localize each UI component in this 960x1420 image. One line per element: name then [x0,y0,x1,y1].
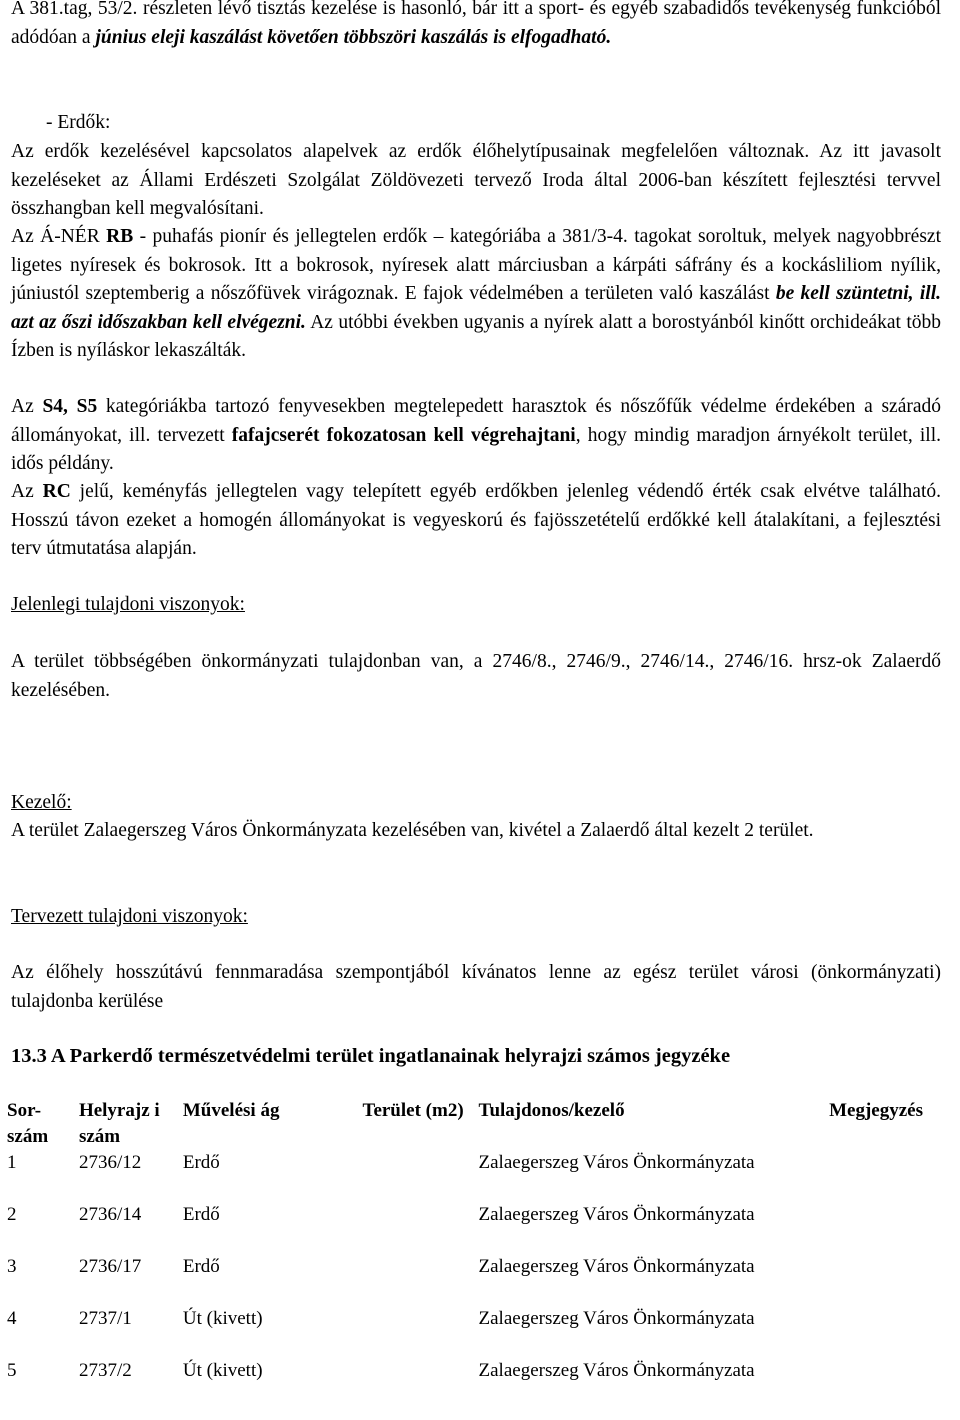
cell-owner: Zalaegerszeg Város Önkormányzata [478,1360,755,1381]
col-header-owner: Tulajdonos/kezelő [478,1100,625,1121]
cell-owner: Zalaegerszeg Város Önkormányzata [478,1152,755,1173]
planned-text-body: Az élőhely hosszútávú fennmaradása szempontjából kívánatos lenne az egész terület városi (önkormányzati) tulajdonba kerülése [11,962,941,1012]
forests-intro-text: Az erdők kezelésével kapcsolatos alapelvek az erdők élőhelytípusainak megfelelően változnak. Az itt javasolt kezeléseket az Állami Erdészeti Szolgálat Zöldövezeti tervező Iroda által 2006-ban készített fejlesztési tervvel összhangban kell megvalósítani. [11,141,941,219]
rb-emphasis: be kell szüntetni, ill. azt az őszi időszakban kell elvégezni. [11,283,941,333]
table-row [3,1254,960,1306]
table-row [3,1150,960,1202]
cell-parcel: 2737/1 [78,1308,132,1329]
planned-text [11,959,941,1016]
planned-heading [11,903,248,932]
cell-area [352,1202,475,1254]
parcel-table [3,1098,960,1410]
table-row [3,1306,960,1358]
manager-heading [11,789,72,818]
cell-owner: Zalaegerszeg Város Önkormányzata [478,1204,755,1225]
cell-parcel: 2736/14 [78,1204,142,1225]
forests-rb-paragraph [11,223,941,366]
rc-text-a: Az [11,481,43,502]
clearing-mowing-emphasis: június eleji kaszálást követően többszöri kaszálás is elfogadható. [95,26,612,48]
paragraph-clearing [11,0,941,52]
col-header-parcel: Helyrajz i szám [78,1100,160,1147]
col-header-note: Megjegyzés [829,1100,923,1121]
cell-note [792,1202,960,1254]
cell-number: 4 [7,1308,17,1329]
cell-parcel: 2736/17 [78,1256,142,1277]
manager-heading-text: Kezelő: [11,792,72,813]
cell-area [352,1150,475,1202]
manager-text [11,817,941,846]
cell-owner: Zalaegerszeg Város Önkormányzata [478,1256,755,1277]
cell-note [792,1150,960,1202]
cell-parcel: 2737/2 [78,1360,132,1381]
cell-note [792,1254,960,1306]
cell-number: 2 [7,1204,17,1225]
s-codes: S4, S5 [42,396,98,417]
col-header-number: Sor-szám [7,1100,49,1147]
ownership-text-body: A terület többségében önkormányzati tulajdonban van, a 2746/8., 2746/9., 2746/14., 2746/16. hrsz-ok Zalaerdő kezelésében. [11,651,941,701]
cell-area [352,1358,475,1410]
planned-heading-text: Tervezett tulajdoni viszonyok: [11,906,248,927]
manager-text-body: A terület Zalaegerszeg Város Önkormányzata kezelésében van, kivétel a Zalaerdő által kezelt 2 terület. [11,820,814,841]
cell-land-use: Erdő [182,1204,220,1225]
cell-land-use: Út (kivett) [182,1360,263,1381]
rc-code: RC [42,481,71,502]
cell-parcel: 2736/12 [78,1152,142,1173]
table-header-row [3,1098,960,1150]
forests-heading [46,109,246,138]
col-header-area: Terület (m2) [362,1100,464,1121]
col-header-land-use: Művelési ág [182,1100,280,1121]
ownership-heading [11,591,245,620]
s-text-c: kategóriákba tartozó fenyvesekben megtelepedett harasztok és nőszőfűk védelme érdekében a száradó állományokat, ill. tervezett [11,396,941,446]
rb-code: RB [106,226,134,247]
forests-intro [11,138,941,224]
s-text-a: Az [11,396,43,417]
ownership-text [11,648,941,705]
cell-number: 1 [7,1152,17,1173]
rb-text-a: Az Á-NÉR [11,226,107,247]
s-text-e: , hogy mindig maradjon árnyékolt terület, ill. idős példány. [11,424,942,474]
cell-land-use: Út (kivett) [182,1308,263,1329]
clearing-text: A 381.tag, 53/2. részleten lévő tisztás kezelése is hasonló, bár itt a sport- és egyéb szabadidős tevékenység funkcióból adódóan a [11,0,941,48]
rb-text-e: Az utóbbi években ugyanis a nyírek alatt a borostyánból kinőtt orchideákat több Ízben is nyíláskor lekaszálták. [11,311,941,361]
table-row [3,1202,960,1254]
cell-note [792,1306,960,1358]
s-emphasis: fafajcserét fokozatosan kell végrehajtani [231,424,576,446]
section-title-text: 13.3 A Parkerdő természetvédelmi terület ingatlanainak helyrajzi számos jegyzéke [11,1045,731,1067]
cell-land-use: Erdő [182,1152,220,1173]
forests-s-paragraph [11,393,941,479]
cell-note [792,1358,960,1410]
rb-text-c: - puhafás pionír és jellegtelen erdők – kategóriába a 381/3-4. tagokat soroltuk, melyek nagyobbrészt ligetes nyíresek és bokrosok. Itt a bokrosok, nyíresek alatt márciusban a kárpáti sáfrány és a kockásliliom nyílik, júniustól szeptemberig a nőszőfüvek virágoznak. E fajok védelmében a területen való kaszálást [11,226,941,304]
cell-number: 3 [7,1256,17,1277]
cell-owner: Zalaegerszeg Város Önkormányzata [478,1308,755,1329]
section-title [11,1042,951,1071]
cell-area [352,1254,475,1306]
forests-heading-text: - Erdők: [46,112,111,133]
table-row [3,1358,960,1410]
cell-land-use: Erdő [182,1256,220,1277]
forests-rc-paragraph [11,478,941,564]
rc-text-c: jelű, keményfás jellegtelen vagy telepített egyéb erdőkben jelenleg védendő érték csak elvétve található. Hosszú távon ezeket a homogén állományokat is vegyeskorú és fajösszetételű erdőkké kell átalakítani, a fejlesztési terv útmutatása alapján. [11,481,941,559]
ownership-heading-text: Jelenlegi tulajdoni viszonyok: [11,594,245,615]
cell-number: 5 [7,1360,17,1381]
cell-area [352,1306,475,1358]
